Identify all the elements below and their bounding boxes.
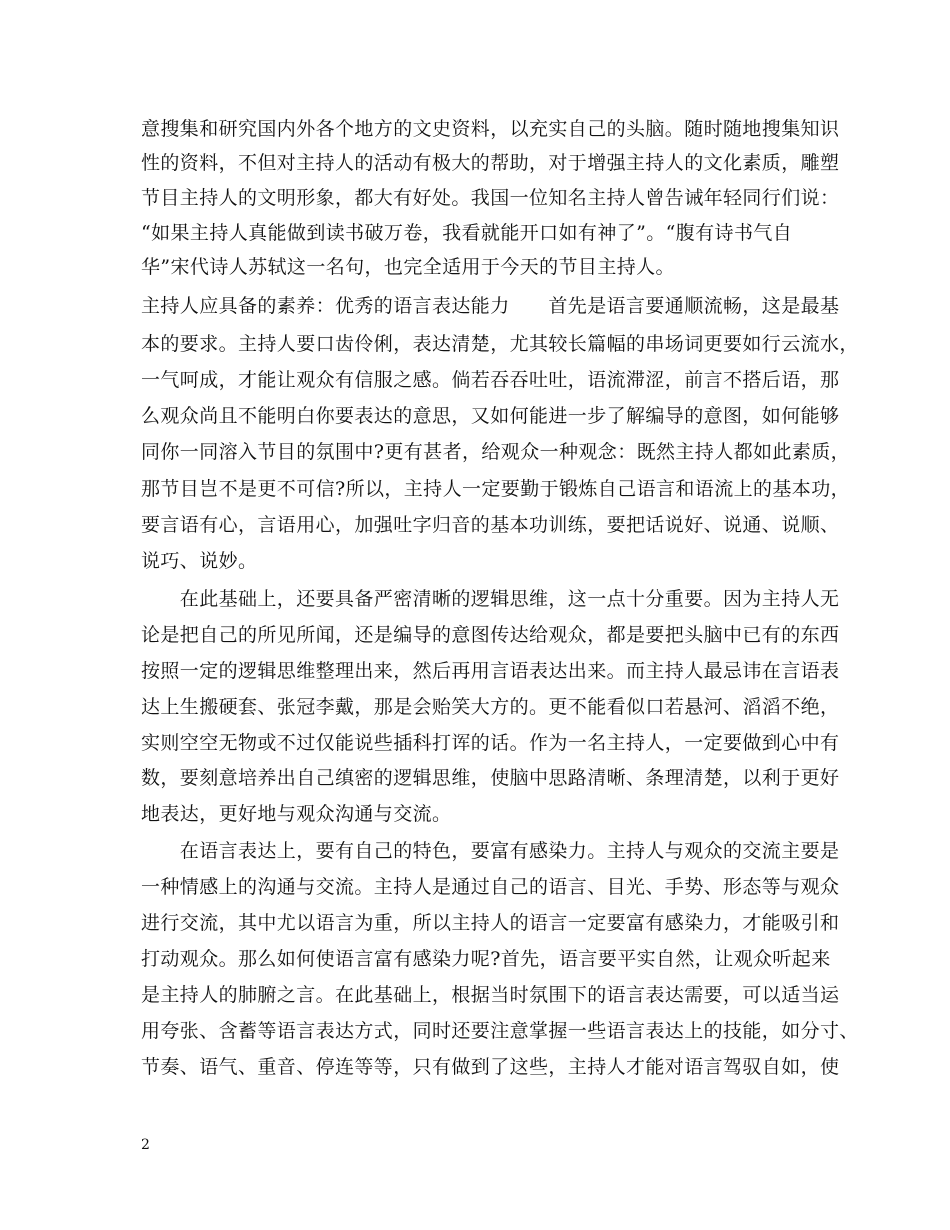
text-line: 么观众尚且不能明白你要表达的意思，又如何能进一步了解编导的意图，如何能够 — [141, 405, 840, 427]
text-line: 是主持人的肺腑之言。在此基础上，根据当时氛围下的语言表达需要，可以适当运 — [141, 984, 840, 1006]
text-line: 本的要求。主持人要口齿伶俐，表达清楚，尤其较长篇幅的串场词更要如行云流水， — [141, 333, 859, 355]
text-line: 数，要刻意培养出自己缜密的逻辑思维，使脑中思路清晰、条理清楚，以利于更好 — [141, 767, 840, 789]
text-line: 达上生搬硬套、张冠李戴，那是会贻笑大方的。更不能看似口若悬河、滔滔不绝， — [141, 696, 840, 718]
text-line: 同你一同溶入节目的氛围中?更有甚者，给观众一种观念：既然主持人都如此素质， — [141, 441, 850, 463]
paragraph-start-line: 在语言表达上，要有自己的特色，要富有感染力。主持人与观众的交流主要是 — [141, 840, 840, 862]
text-line: 性的资料，不但对主持人的活动有极大的帮助，对于增强主持人的文化素质，雕塑 — [141, 152, 840, 174]
text-line: 打动观众。那么如何使语言富有感染力呢?首先，语言要平实自然，让观众听起来 — [141, 948, 831, 970]
text-line: 地表达，更好地与观众沟通与交流。 — [141, 803, 452, 825]
text-line: 用夸张、含蓄等语言表达方式，同时还要注意掌握一些语言表达上的技能，如分寸、 — [141, 1020, 859, 1042]
text-line: 华”宋代诗人苏轼这一名句，也完全适用于今天的节目主持人。 — [141, 256, 675, 278]
text-line: 一气呵成，才能让观众有信服之感。倘若吞吞吐吐，语流滞涩，前言不搭后语，那 — [141, 369, 840, 391]
text-line: 节奏、语气、重音、停连等等，只有做到了这些，主持人才能对语言驾驭自如，使 — [141, 1056, 840, 1078]
text-line: “如果主持人真能做到读书破万卷，我看就能开口如有神了”。“腹有诗书气自 — [141, 222, 793, 244]
text-line: 进行交流，其中尤以语言为重，所以主持人的语言一定要富有感染力，才能吸引和 — [141, 912, 840, 934]
text-line: 按照一定的逻辑思维整理出来，然后再用言语表达出来。而主持人最忌讳在言语表 — [141, 660, 840, 682]
section-heading-line: 主持人应具备的素养：优秀的语言表达能力 首先是语言要通顺流畅，这是最基 — [141, 295, 840, 317]
text-line: 实则空空无物或不过仅能说些插科打诨的话。作为一名主持人，一定要做到心中有 — [141, 732, 840, 754]
text-line: 那节目岂不是更不可信?所以，主持人一定要勤于锻炼自己语言和语流上的基本功， — [141, 478, 850, 500]
text-line: 论是把自己的所见所闻，还是编导的意图传达给观众，都是要把头脑中已有的东西 — [141, 624, 840, 646]
text-line: 说巧、说妙。 — [141, 550, 258, 572]
text-line: 要言语有心，言语用心，加强吐字归音的基本功训练，要把话说好、说通、说顺、 — [141, 514, 840, 536]
text-line: 意搜集和研究国内外各个地方的文史资料，以充实自己的头脑。随时随地搜集知识 — [141, 118, 840, 140]
text-line: 一种情感上的沟通与交流。主持人是通过自己的语言、目光、手势、形态等与观众 — [141, 876, 840, 898]
page-number: 2 — [141, 1137, 150, 1153]
text-line: 节目主持人的文明形象，都大有好处。我国一位知名主持人曾告诫年轻同行们说： — [141, 187, 840, 209]
paragraph-start-line: 在此基础上，还要具备严密清晰的逻辑思维，这一点十分重要。因为主持人无 — [141, 588, 840, 610]
